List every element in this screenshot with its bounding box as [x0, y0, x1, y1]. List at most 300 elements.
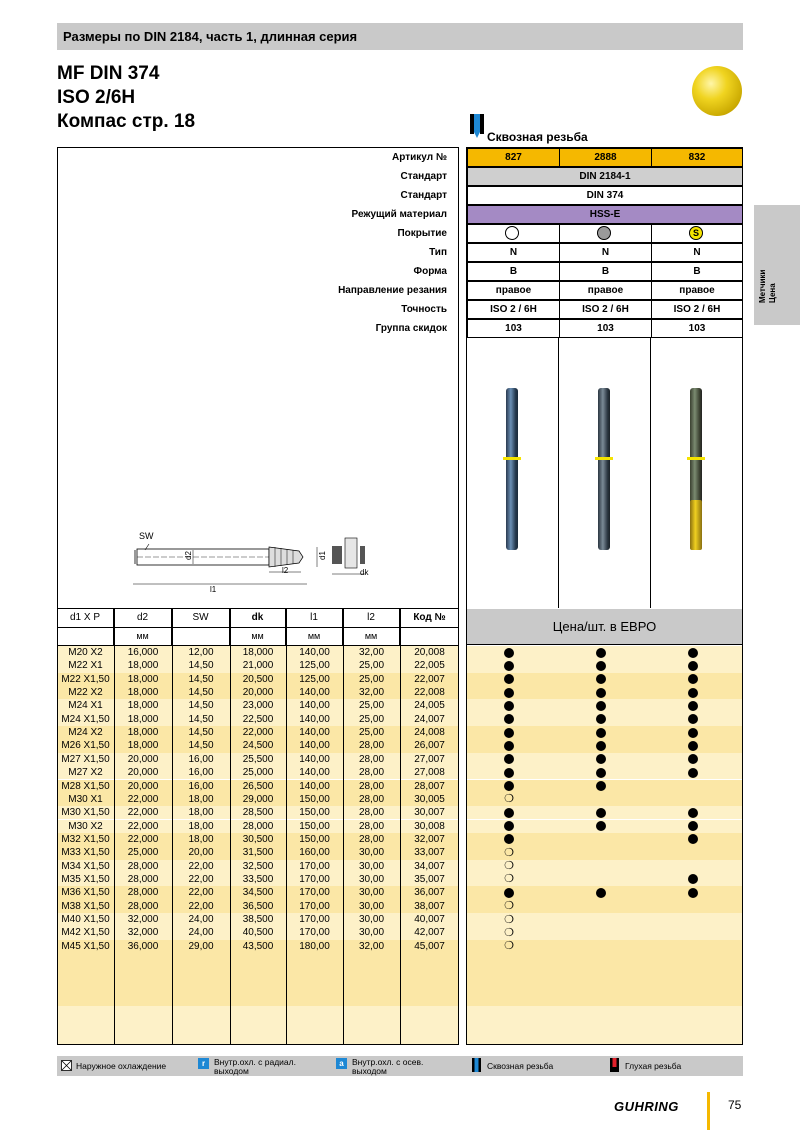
table-row — [57, 913, 459, 926]
radial-cooling-icon: r — [198, 1058, 209, 1069]
coating-bright-icon — [505, 226, 519, 240]
direction-cell: правое — [559, 281, 652, 300]
through-thread-label: Сквозная резьба — [487, 130, 588, 144]
table-cell: 32,00 — [358, 687, 385, 699]
table-cell: 30,00 — [358, 914, 385, 925]
table-cell: 140,00 — [299, 767, 330, 779]
title-line-2: ISO 2/6H — [57, 87, 136, 108]
image-divider-2 — [650, 338, 651, 608]
available-dot — [504, 701, 514, 711]
table-cell: M22 X1,50 — [61, 673, 110, 685]
table-cell: M22 X1 — [68, 660, 103, 672]
available-dot — [504, 781, 514, 791]
column-divider — [286, 608, 287, 1045]
table-cell: 30,00 — [358, 873, 385, 885]
table-cell: 125,00 — [299, 660, 330, 672]
column-divider — [230, 608, 231, 1045]
table-cell: 140,00 — [299, 687, 330, 699]
table-cell: 16,000 — [127, 647, 159, 658]
table-row — [57, 766, 459, 779]
table-cell: 18,000 — [127, 660, 159, 672]
table-cell: 30,00 — [358, 860, 385, 872]
legend-axial-1: Внутр.охл. с осев. — [352, 1057, 424, 1067]
table-cell: 180,00 — [299, 940, 330, 952]
spec-label: Покрытие — [397, 228, 447, 239]
available-dot — [688, 741, 698, 751]
table-row — [57, 860, 459, 873]
table-cell: 25,000 — [127, 847, 159, 859]
table-cell: 150,00 — [299, 820, 330, 832]
on-request-ring: ❍ — [504, 860, 514, 873]
table-cell: M30 X2 — [68, 820, 103, 832]
table-cell: 40,007 — [414, 914, 445, 925]
table-cell: 20,000 — [127, 780, 159, 792]
table-cell: 150,00 — [299, 807, 330, 819]
available-dot — [504, 888, 514, 898]
table-row — [57, 900, 459, 913]
table-cell: 22,007 — [414, 673, 445, 685]
table-cell: 43,500 — [242, 940, 274, 952]
table-cell: 24,500 — [242, 740, 274, 752]
table-cell: 42,007 — [414, 927, 445, 939]
table-cell: 28,00 — [358, 820, 385, 832]
available-dot — [688, 688, 698, 698]
table-cell: M28 X1,50 — [61, 780, 110, 792]
table-cell: M36 X1,50 — [61, 887, 110, 899]
table-cell: M38 X1,50 — [61, 900, 110, 912]
table-cell: 160,00 — [299, 847, 330, 859]
form-cell: B — [467, 262, 560, 281]
table-cell: 38,007 — [414, 900, 445, 912]
table-cell: 170,00 — [299, 900, 330, 912]
direction-cell: правое — [651, 281, 743, 300]
table-cell: 18,000 — [127, 687, 159, 699]
table-cell: 28,500 — [242, 807, 274, 819]
title-line-3: Компас стр. 18 — [57, 111, 196, 132]
available-dot — [596, 701, 606, 711]
table-cell: M42 X1,50 — [61, 927, 110, 939]
table-cell: 20,500 — [242, 673, 274, 685]
available-dot — [504, 768, 514, 778]
article-number: 827 — [467, 148, 560, 167]
table-cell: 170,00 — [299, 927, 330, 939]
table-cell: 22,005 — [414, 660, 445, 672]
table-row — [57, 833, 459, 846]
table-row — [57, 886, 459, 899]
table-cell: M24 X1 — [68, 700, 103, 712]
external-cooling-icon — [61, 1060, 72, 1071]
table-cell: 30,00 — [358, 847, 385, 859]
legend-radial-2: выходом — [214, 1066, 249, 1076]
table-cell: 18,00 — [188, 807, 214, 819]
available-dot — [688, 701, 698, 711]
table-cell: 18,000 — [127, 700, 159, 712]
table-cell: 18,000 — [127, 727, 159, 739]
table-cell: 20,000 — [127, 767, 159, 779]
table-cell: 14,50 — [188, 660, 214, 672]
table-cell: M26 X1,50 — [61, 740, 110, 752]
table-cell: M32 X1,50 — [61, 833, 110, 845]
table-cell: 16,00 — [188, 767, 214, 779]
discount-cell: 103 — [651, 319, 743, 338]
table-cell: M24 X1,50 — [61, 713, 110, 725]
available-dot — [504, 688, 514, 698]
table-cell: 30,008 — [414, 820, 445, 832]
tool-ring-827 — [503, 457, 521, 460]
table-cell: 18,000 — [127, 673, 159, 685]
table-cell: 14,50 — [188, 740, 214, 752]
table-cell: 22,00 — [188, 887, 214, 899]
table-cell: 25,500 — [242, 753, 274, 765]
tolerance-cell: ISO 2 / 6H — [467, 300, 560, 319]
table-cell: 28,000 — [127, 860, 159, 872]
legend-axial-2: выходом — [352, 1066, 387, 1076]
table-cell: M34 X1,50 — [61, 860, 110, 872]
legend-bar — [57, 1056, 743, 1076]
available-dot — [596, 808, 606, 818]
column-divider — [114, 608, 115, 1045]
available-dot — [596, 768, 606, 778]
table-cell: 25,00 — [358, 727, 385, 739]
table-cell: 140,00 — [299, 727, 330, 739]
available-dot — [504, 741, 514, 751]
table-cell: 29,000 — [242, 793, 274, 805]
table-row — [57, 646, 459, 659]
table-cell: 22,000 — [127, 833, 159, 845]
drawing-sw: SW — [139, 531, 154, 541]
table-cell: 24,005 — [414, 700, 445, 712]
table-cell: 24,008 — [414, 727, 445, 739]
brand-accent-bar — [707, 1092, 710, 1130]
table-cell: 28,00 — [358, 767, 385, 779]
table-cell: 27,007 — [414, 753, 445, 765]
tap-dimension-drawing — [125, 518, 365, 598]
table-row — [57, 940, 459, 953]
drawing-d1: d1 — [317, 551, 327, 560]
tap-tool-827 — [506, 388, 518, 550]
type-cell: N — [559, 243, 652, 262]
legend-radial — [214, 1058, 296, 1076]
available-dot — [596, 648, 606, 658]
column-unit — [400, 627, 459, 646]
available-dot — [688, 821, 698, 831]
table-cell: 18,000 — [242, 647, 274, 658]
table-cell: 20,000 — [127, 753, 159, 765]
side-tab-line-2: Цена — [768, 283, 777, 303]
blind-thread-legend-icon — [610, 1058, 619, 1072]
header-mid-line — [57, 627, 459, 628]
table-cell: M27 X2 — [68, 767, 103, 779]
column-header: Код № — [413, 612, 446, 623]
drawing-d2: d2 — [183, 551, 193, 560]
article-number: 832 — [651, 148, 743, 167]
coating-ball-icon — [692, 66, 742, 116]
table-cell: 25,00 — [358, 700, 385, 712]
table-cell: 28,000 — [127, 900, 159, 912]
table-cell: 25,000 — [242, 767, 274, 779]
table-cell: 28,00 — [358, 793, 385, 805]
table-cell: 22,500 — [242, 713, 274, 725]
table-cell: 28,00 — [358, 753, 385, 765]
table-row — [57, 739, 459, 752]
table-cell: 170,00 — [299, 860, 330, 872]
form-cell: B — [651, 262, 743, 281]
table-cell: 20,008 — [414, 647, 445, 658]
column-header: l2 — [343, 608, 400, 627]
direction-cell: правое — [467, 281, 560, 300]
table-cell: 22,000 — [127, 793, 159, 805]
tolerance-cell: ISO 2 / 6H — [651, 300, 743, 319]
table-cell: 23,000 — [242, 700, 274, 712]
table-cell: 21,000 — [242, 660, 274, 672]
spec-label: Группа скидок — [375, 323, 447, 334]
table-cell: 18,00 — [188, 833, 214, 845]
discount-cell: 103 — [559, 319, 652, 338]
table-cell: M30 X1 — [68, 793, 103, 805]
table-cell: 18,00 — [188, 820, 214, 832]
table-cell: 20,00 — [188, 847, 214, 859]
column-header: d2 — [114, 608, 172, 627]
table-cell: 29,00 — [188, 940, 214, 952]
table-cell: 30,00 — [358, 887, 385, 899]
standard-1-cell: DIN 2184-1 — [467, 167, 743, 186]
table-cell: 45,007 — [414, 940, 445, 952]
table-cell: M24 X2 — [68, 727, 103, 739]
column-header: d1 X P — [57, 608, 114, 627]
on-request-ring: ❍ — [504, 913, 514, 926]
table-cell: 140,00 — [299, 700, 330, 712]
material-cell: HSS-E — [467, 205, 743, 224]
available-dot — [596, 741, 606, 751]
table-cell: 22,000 — [242, 727, 274, 739]
table-cell: 28,00 — [358, 740, 385, 752]
coating-grey-icon — [597, 226, 611, 240]
available-dot — [688, 808, 698, 818]
table-cell: 30,005 — [414, 793, 445, 805]
table-cell: 140,00 — [299, 713, 330, 725]
table-cell: 140,00 — [299, 780, 330, 792]
table-cell: M33 X1,50 — [61, 847, 110, 859]
table-cell: 24,00 — [188, 914, 214, 925]
drawing-l1: l1 — [210, 585, 217, 594]
tool-tip-832 — [690, 500, 702, 550]
available-dot — [596, 661, 606, 671]
table-cell: 12,00 — [188, 647, 214, 658]
table-cell: 25,00 — [358, 660, 385, 672]
table-cell: 22,00 — [188, 873, 214, 885]
table-cell: 150,00 — [299, 793, 330, 805]
table-cell: 140,00 — [299, 740, 330, 752]
column-divider — [400, 608, 401, 1045]
table-cell: 22,008 — [414, 687, 445, 699]
table-cell: 32,007 — [414, 833, 445, 845]
table-cell: 18,000 — [127, 713, 159, 725]
through-thread-legend-icon — [472, 1058, 481, 1072]
discount-cell: 103 — [467, 319, 560, 338]
column-divider — [172, 608, 173, 1045]
table-cell: 32,500 — [242, 860, 274, 872]
coating-s-icon — [689, 226, 703, 240]
on-request-ring: ❍ — [504, 793, 514, 806]
table-cell: 33,500 — [242, 873, 274, 885]
table-cell: 140,00 — [299, 647, 330, 658]
table-cell: 28,007 — [414, 780, 445, 792]
tool-ring-2888 — [595, 457, 613, 460]
available-dot — [596, 688, 606, 698]
table-row — [57, 699, 459, 712]
spec-label: Стандарт — [400, 190, 447, 201]
table-cell: 14,50 — [188, 727, 214, 739]
table-row — [57, 820, 459, 833]
table-cell: 14,50 — [188, 713, 214, 725]
type-cell: N — [467, 243, 560, 262]
table-row — [57, 753, 459, 766]
tolerance-cell: ISO 2 / 6H — [559, 300, 652, 319]
available-dot — [504, 728, 514, 738]
table-cell: 22,000 — [127, 820, 159, 832]
table-cell: 36,007 — [414, 887, 445, 899]
available-dot — [688, 648, 698, 658]
available-dot — [596, 821, 606, 831]
brand-logo: GUHRING — [614, 1099, 679, 1114]
table-row — [57, 673, 459, 686]
available-dot — [596, 888, 606, 898]
side-tab[interactable] — [754, 205, 800, 325]
table-cell: 16,00 — [188, 753, 214, 765]
table-cell: 33,007 — [414, 847, 445, 859]
title-line-1: MF DIN 374 — [57, 63, 160, 84]
form-cell: B — [559, 262, 652, 281]
on-request-ring: ❍ — [504, 846, 514, 859]
table-cell: 28,00 — [358, 780, 385, 792]
table-cell: 30,007 — [414, 807, 445, 819]
table-cell: 28,000 — [127, 887, 159, 899]
table-cell: 36,500 — [242, 900, 274, 912]
table-cell: 24,00 — [188, 927, 214, 939]
table-cell: 31,500 — [242, 847, 274, 859]
on-request-ring: ❍ — [504, 900, 514, 913]
spec-label: Тип — [429, 247, 447, 258]
legend-axial — [352, 1058, 423, 1076]
tool-ring-832 — [687, 457, 705, 460]
table-cell: M27 X1,50 — [61, 753, 110, 765]
table-cell: 14,50 — [188, 673, 214, 685]
through-thread-icon — [470, 114, 484, 138]
table-cell: M30 X1,50 — [61, 807, 110, 819]
table-cell: 34,007 — [414, 860, 445, 872]
legend-blind: Глухая резьба — [625, 1061, 682, 1071]
table-cell: 32,000 — [127, 914, 159, 925]
table-cell: 22,000 — [127, 807, 159, 819]
available-dot — [504, 648, 514, 658]
table-cell: M20 X2 — [68, 647, 103, 658]
table-cell: M35 X1,50 — [61, 873, 110, 885]
table-cell: 14,50 — [188, 700, 214, 712]
spec-label: Артикул № — [392, 152, 447, 163]
column-unit — [172, 627, 230, 646]
table-row — [57, 726, 459, 739]
table-cell: M22 X2 — [68, 687, 103, 699]
table-cell: 32,00 — [358, 647, 385, 658]
table-cell: 28,00 — [358, 807, 385, 819]
on-request-ring: ❍ — [504, 873, 514, 886]
table-cell: 25,00 — [358, 673, 385, 685]
table-cell: 32,00 — [358, 940, 385, 952]
header-title: Размеры по DIN 2184, часть 1, длинная серия — [63, 29, 358, 44]
legend-through: Сквозная резьба — [487, 1061, 554, 1071]
table-cell: 26,500 — [242, 780, 274, 792]
spec-label: Стандарт — [400, 171, 447, 182]
column-divider — [343, 608, 344, 1045]
spec-label: Направление резания — [338, 285, 447, 296]
column-header: SW — [172, 608, 230, 627]
legend-radial-1: Внутр.охл. с радиал. — [214, 1057, 296, 1067]
spec-label: Форма — [413, 266, 447, 277]
available-dot — [688, 728, 698, 738]
table-cell: 30,00 — [358, 927, 385, 939]
table-cell: 25,00 — [358, 713, 385, 725]
table-row — [57, 806, 459, 819]
column-unit: мм — [286, 627, 343, 646]
standard-2-cell: DIN 374 — [467, 186, 743, 205]
table-cell: 170,00 — [299, 887, 330, 899]
column-unit: мм — [343, 627, 400, 646]
table-cell: 36,000 — [127, 940, 159, 952]
axial-cooling-icon: a — [336, 1058, 347, 1069]
type-cell: N — [651, 243, 743, 262]
table-cell: 35,007 — [414, 873, 445, 885]
table-row — [57, 793, 459, 806]
table-cell: 40,500 — [242, 927, 274, 939]
table-cell: 22,00 — [188, 860, 214, 872]
table-cell: 140,00 — [299, 753, 330, 765]
available-dot — [596, 728, 606, 738]
table-cell: 125,00 — [299, 673, 330, 685]
table-cell: 28,000 — [242, 820, 274, 832]
table-cell: 170,00 — [299, 914, 330, 925]
drawing-dk: dk — [360, 568, 369, 577]
table-cell: 20,000 — [242, 687, 274, 699]
available-dot — [688, 768, 698, 778]
table-row — [57, 846, 459, 859]
table-cell: 38,500 — [242, 914, 274, 925]
spec-label: Точность — [401, 304, 447, 315]
table-cell: 14,50 — [188, 687, 214, 699]
article-number: 2888 — [559, 148, 652, 167]
table-cell: 18,00 — [188, 793, 214, 805]
available-dot — [504, 808, 514, 818]
table-row — [57, 780, 459, 793]
table-cell: 24,007 — [414, 713, 445, 725]
table-cell: 28,00 — [358, 833, 385, 845]
column-header: dk — [230, 608, 286, 627]
column-unit — [57, 627, 114, 646]
table-cell: 170,00 — [299, 873, 330, 885]
spec-label: Режущий материал — [351, 209, 447, 220]
table-cell: 32,000 — [127, 927, 159, 939]
image-divider-1 — [558, 338, 559, 608]
table-cell: 150,00 — [299, 833, 330, 845]
table-cell: 27,008 — [414, 767, 445, 779]
table-cell: 22,00 — [188, 900, 214, 912]
on-request-ring: ❍ — [504, 926, 514, 939]
available-dot — [688, 661, 698, 671]
column-header: l1 — [286, 608, 343, 627]
coating-s-label: S — [692, 228, 699, 238]
table-cell: M45 X1,50 — [61, 940, 110, 952]
table-cell: 30,00 — [358, 900, 385, 912]
available-dot — [504, 661, 514, 671]
